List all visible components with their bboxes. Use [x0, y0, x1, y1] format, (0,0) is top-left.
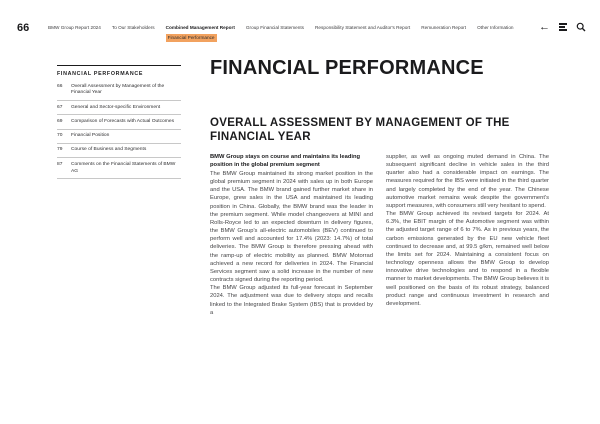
nav-item-label: To Our Stakeholders — [111, 25, 155, 30]
toc-page-number: 70 — [57, 133, 63, 139]
main-content — [210, 56, 550, 317]
report-section-nav — [48, 25, 540, 42]
search-icon[interactable] — [576, 22, 586, 32]
toc-page-number: 66 — [57, 83, 63, 89]
toc-page-number: 79 — [57, 147, 63, 153]
toc-item-general-environment[interactable] — [57, 101, 181, 115]
nav-item-to-our-stakeholders[interactable] — [112, 25, 155, 31]
nav-item-bmw-group-report[interactable] — [48, 25, 101, 31]
toc-item-comparison-forecasts[interactable] — [57, 115, 181, 129]
nav-subitem-financial-performance[interactable]: Financial Performance — [167, 34, 215, 40]
toc-page-number: 67 — [57, 104, 63, 110]
toc-item-label: Overall Assessment by Management of the Financial Year — [71, 83, 165, 96]
body-paragraph: The BMW Group adjusted its full-year forecast in September 2024. The adjustment was due to delivery stops and recalls linked to the Integrated Brake System (IBS) that is provided by a — [210, 285, 373, 316]
nav-item-combined-management-report[interactable] — [166, 25, 235, 42]
nav-item-label: Remuneration Report — [421, 25, 467, 30]
nav-item-responsibility-statement[interactable] — [315, 25, 410, 31]
toc-item-label: General and Sector-specific Environment — [71, 104, 161, 110]
top-navigation-bar — [0, 0, 600, 48]
nav-item-label: Group Financial Statements — [245, 25, 305, 30]
nav-item-label: Combined Management Report — [165, 25, 235, 30]
nav-item-label: Other Information — [477, 25, 514, 30]
body-paragraph: supplier, as well as ongoing muted demand in China. The subsequent significant decline in vehicle sales in the third quarter also had a considerable impact on earnings. The measures required for the IBS were initiated in the third quarter and largely completed by the end of the year. The Chinese automotive market remains weak despite the government's support measures, with consumers still very hesitant to spend. — [386, 154, 549, 209]
menu-icon[interactable] — [559, 22, 567, 32]
page-number: 66 — [17, 22, 30, 34]
nav-item-group-financial-statements[interactable] — [246, 25, 304, 31]
header-icons — [539, 22, 586, 32]
toc-page-number: 87 — [57, 161, 63, 167]
toc-item-label: Comparison of Forecasts with Actual Outcomes — [71, 118, 175, 124]
body-paragraph: The BMW Group maintained its strong market position in the global premium segment in 2024 with sales up in both Europe and the USA. The BMW brand gained further market share in Europe, grew sales in the USA and maintained its leading position in China. Globally, the BMW brand was the leader in the premium segment. While model changeovers at MINI and Rolls-Royce led to an expected downturn in delivery figures, the BMW Group's all-electric automobiles (BEV) continued to perform well and accounted for 17.4% (2023: 14.7%) of total deliveries. The BMW Group is therefore pressing ahead with the ramp-up of electric mobility as planned. BMW Motorrad achieved a new record for deliveries in 2024. The Financial Services segment saw a solid increase in the number of new contracts signed during the reporting period. — [210, 171, 373, 284]
nav-item-label: Responsibility Statement and Auditor's Report — [315, 25, 411, 30]
toc-item-comments-financial-statements[interactable] — [57, 158, 181, 179]
back-arrow-icon[interactable]: ← — [539, 21, 550, 33]
toc-item-label: Financial Position — [71, 133, 110, 139]
lead-paragraph: BMW Group stays on course and maintains its leading position in the global premium segment — [210, 154, 361, 168]
toc-item-label: Comments on the Financial Statements of BMW AG — [71, 161, 176, 174]
nav-item-label: BMW Group Report 2024 — [48, 25, 101, 30]
toc-item-label: Course of Business and Segments — [71, 147, 147, 153]
toc-title: FINANCIAL PERFORMANCE — [57, 71, 144, 77]
toc-item-course-of-business[interactable] — [57, 144, 181, 158]
toc-item-overall-assessment[interactable] — [57, 80, 181, 101]
body-column-left — [210, 153, 373, 317]
chapter-title: FINANCIAL PERFORMANCE — [210, 57, 484, 79]
body-columns — [210, 153, 550, 317]
nav-item-remuneration-report[interactable] — [421, 25, 466, 31]
body-column-right — [386, 153, 549, 317]
toc-page-number: 69 — [57, 118, 63, 124]
section-title: OVERALL ASSESSMENT BY MANAGEMENT OF THE FINANCIAL YEAR — [210, 117, 510, 143]
nav-item-other-information[interactable] — [477, 25, 513, 31]
chapter-toc-sidebar — [57, 65, 181, 179]
body-paragraph: The BMW Group achieved its revised targets for 2024. At 6.3%, the EBIT margin of the Automotive segment was within the adjusted target range of 6 to 7%. As in previous years, the carbon emissions generated by the EU new vehicle fleet continued to decrease and, at 99.5 g/km, remained well below the limits set for 2024. Maintaining a consistent focus on technology openness allows the BMW Group to develop innovative drive technologies and to respond in a flexible manner to market developments. The BMW Group believes it is well positioned on the basis of its robust strategy, balanced product range and continuous investment in research and development. — [386, 211, 549, 307]
toc-item-financial-position[interactable] — [57, 130, 181, 144]
